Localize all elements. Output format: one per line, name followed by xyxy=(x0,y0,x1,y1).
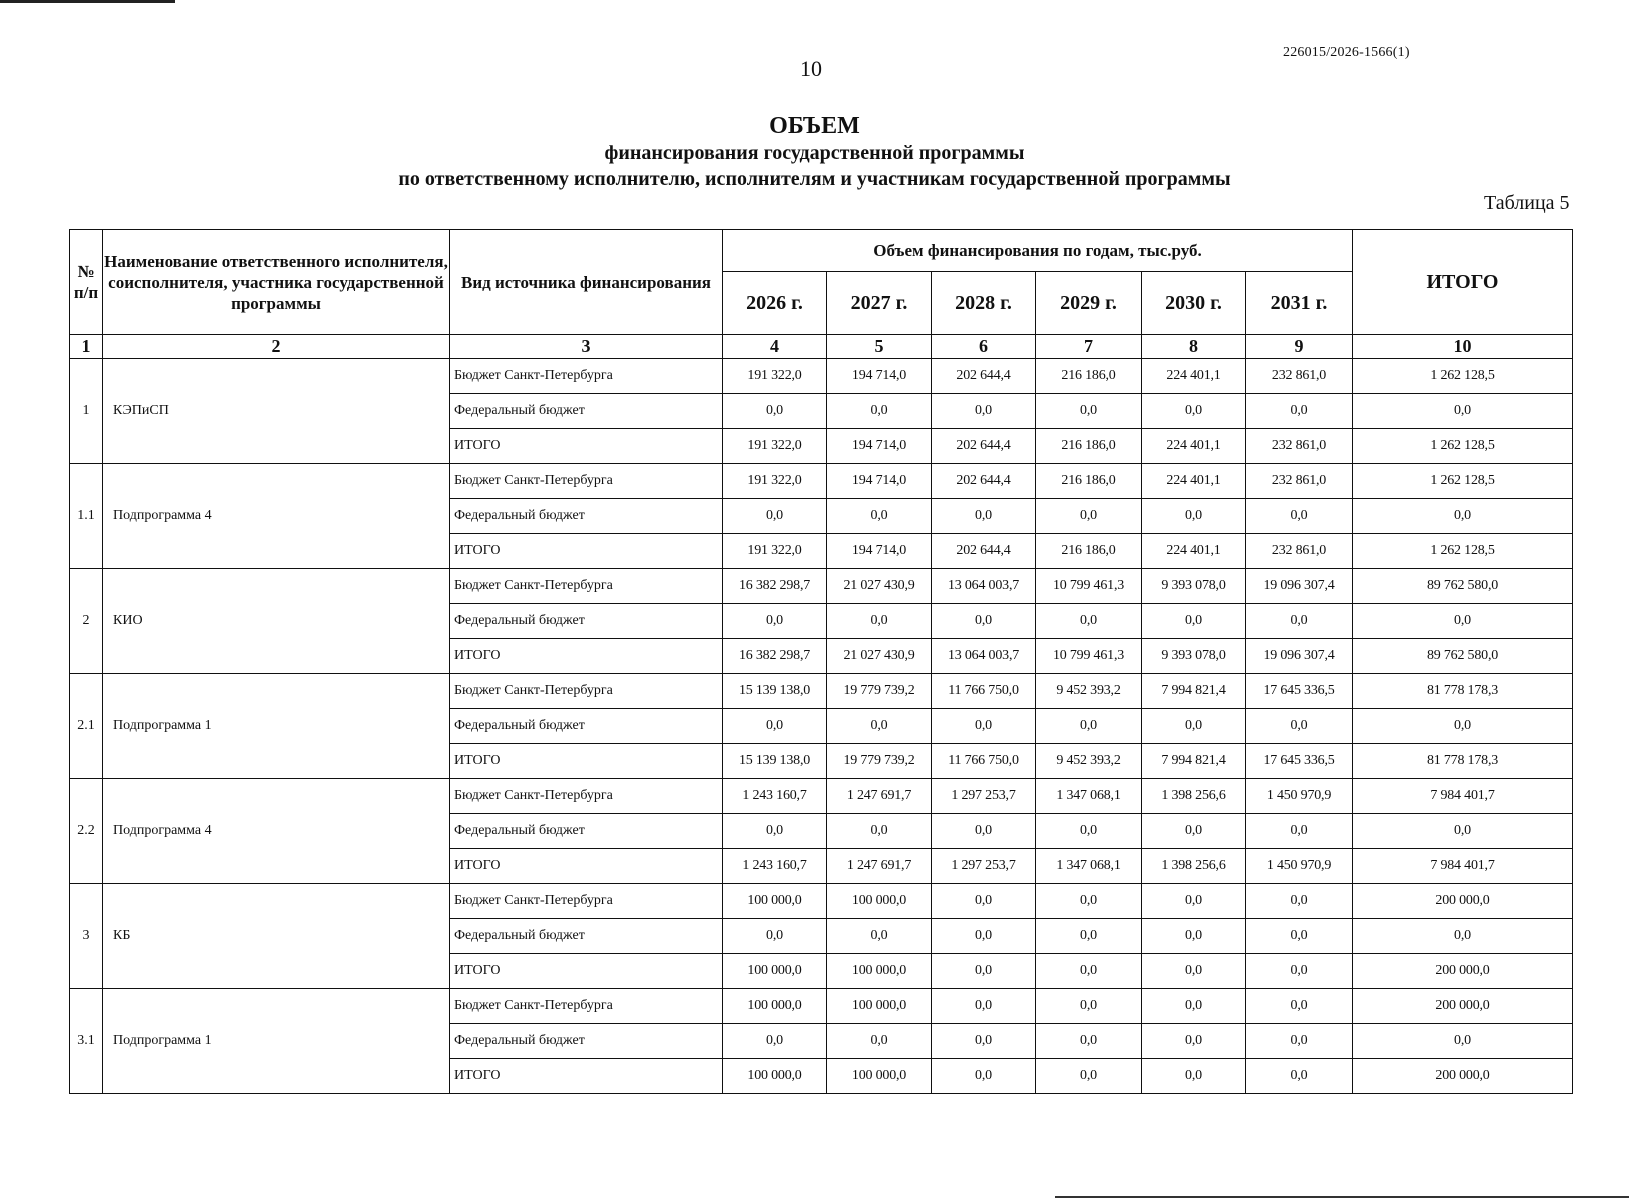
total-value: 81 778 178,3 xyxy=(1353,674,1573,709)
year-value: 0,0 xyxy=(723,814,827,849)
year-value: 0,0 xyxy=(1142,884,1246,919)
year-value: 100 000,0 xyxy=(723,1059,827,1094)
year-value: 0,0 xyxy=(1246,394,1353,429)
executor-name: Подпрограмма 4 xyxy=(103,464,450,569)
total-value: 0,0 xyxy=(1353,499,1573,534)
funding-source: Бюджет Санкт-Петербурга xyxy=(450,569,723,604)
row-number: 1 xyxy=(70,359,103,464)
document-subtitle-2: по ответственному исполнителю, исполнителям и участникам государственной программы xyxy=(398,168,1231,190)
funding-source: ИТОГО xyxy=(450,429,723,464)
funding-source: Федеральный бюджет xyxy=(450,814,723,849)
header-year: 2026 г. xyxy=(723,272,827,335)
funding-source: Бюджет Санкт-Петербурга xyxy=(450,989,723,1024)
year-value: 100 000,0 xyxy=(827,954,932,989)
header-year: 2027 г. xyxy=(827,272,932,335)
year-value: 19 779 739,2 xyxy=(827,674,932,709)
year-value: 0,0 xyxy=(827,709,932,744)
header-year: 2030 г. xyxy=(1142,272,1246,335)
year-value: 1 347 068,1 xyxy=(1036,849,1142,884)
year-value: 0,0 xyxy=(932,709,1036,744)
bottom-border-line xyxy=(1055,1196,1629,1198)
year-value: 10 799 461,3 xyxy=(1036,639,1142,674)
year-value: 17 645 336,5 xyxy=(1246,674,1353,709)
column-number: 4 xyxy=(723,335,827,359)
year-value: 0,0 xyxy=(932,989,1036,1024)
year-value: 0,0 xyxy=(827,394,932,429)
year-value: 232 861,0 xyxy=(1246,429,1353,464)
year-value: 11 766 750,0 xyxy=(932,674,1036,709)
executor-name: КБ xyxy=(103,884,450,989)
year-value: 0,0 xyxy=(1246,709,1353,744)
funding-source: Федеральный бюджет xyxy=(450,394,723,429)
year-value: 9 393 078,0 xyxy=(1142,639,1246,674)
year-value: 0,0 xyxy=(1142,814,1246,849)
year-value: 0,0 xyxy=(1036,919,1142,954)
row-number: 3 xyxy=(70,884,103,989)
year-value: 216 186,0 xyxy=(1036,429,1142,464)
table-body xyxy=(70,359,1573,1094)
total-value: 0,0 xyxy=(1353,814,1573,849)
year-value: 7 994 821,4 xyxy=(1142,744,1246,779)
year-value: 9 452 393,2 xyxy=(1036,744,1142,779)
document-code: 226015/2026-1566(1) xyxy=(1283,45,1410,60)
year-value: 0,0 xyxy=(1246,499,1353,534)
year-value: 0,0 xyxy=(932,919,1036,954)
funding-source: Бюджет Санкт-Петербурга xyxy=(450,779,723,814)
table-row xyxy=(70,569,1573,604)
year-value: 0,0 xyxy=(827,919,932,954)
total-value: 0,0 xyxy=(1353,394,1573,429)
year-value: 224 401,1 xyxy=(1142,429,1246,464)
year-value: 0,0 xyxy=(723,919,827,954)
funding-source: Федеральный бюджет xyxy=(450,1024,723,1059)
year-value: 191 322,0 xyxy=(723,429,827,464)
total-value: 0,0 xyxy=(1353,604,1573,639)
year-value: 0,0 xyxy=(1036,989,1142,1024)
year-value: 191 322,0 xyxy=(723,534,827,569)
year-value: 100 000,0 xyxy=(723,954,827,989)
year-value: 1 297 253,7 xyxy=(932,849,1036,884)
year-value: 17 645 336,5 xyxy=(1246,744,1353,779)
year-value: 19 096 307,4 xyxy=(1246,639,1353,674)
year-value: 0,0 xyxy=(1142,919,1246,954)
year-value: 1 347 068,1 xyxy=(1036,779,1142,814)
year-value: 0,0 xyxy=(723,394,827,429)
page-number: 10 xyxy=(800,56,822,81)
column-number: 6 xyxy=(932,335,1036,359)
table-row xyxy=(70,779,1573,814)
year-value: 100 000,0 xyxy=(723,989,827,1024)
table-label: Таблица 5 xyxy=(1484,192,1570,214)
funding-source: ИТОГО xyxy=(450,639,723,674)
financing-table xyxy=(69,229,1573,1094)
year-value: 0,0 xyxy=(932,884,1036,919)
year-value: 232 861,0 xyxy=(1246,464,1353,499)
year-value: 232 861,0 xyxy=(1246,534,1353,569)
total-value: 1 262 128,5 xyxy=(1353,429,1573,464)
column-number: 9 xyxy=(1246,335,1353,359)
total-value: 200 000,0 xyxy=(1353,954,1573,989)
year-value: 194 714,0 xyxy=(827,429,932,464)
total-value: 0,0 xyxy=(1353,709,1573,744)
year-value: 202 644,4 xyxy=(932,464,1036,499)
year-value: 1 297 253,7 xyxy=(932,779,1036,814)
year-value: 16 382 298,7 xyxy=(723,639,827,674)
year-value: 202 644,4 xyxy=(932,429,1036,464)
year-value: 194 714,0 xyxy=(827,464,932,499)
total-value: 89 762 580,0 xyxy=(1353,639,1573,674)
year-value: 191 322,0 xyxy=(723,359,827,394)
funding-source: ИТОГО xyxy=(450,849,723,884)
year-value: 0,0 xyxy=(723,604,827,639)
year-value: 0,0 xyxy=(932,394,1036,429)
total-value: 0,0 xyxy=(1353,1024,1573,1059)
header-year: 2029 г. xyxy=(1036,272,1142,335)
year-value: 191 322,0 xyxy=(723,464,827,499)
year-value: 11 766 750,0 xyxy=(932,744,1036,779)
year-value: 0,0 xyxy=(932,604,1036,639)
year-value: 0,0 xyxy=(1036,954,1142,989)
year-value: 0,0 xyxy=(1142,1024,1246,1059)
year-value: 216 186,0 xyxy=(1036,359,1142,394)
row-number: 2 xyxy=(70,569,103,674)
header-year: 2028 г. xyxy=(932,272,1036,335)
row-number: 2.1 xyxy=(70,674,103,779)
row-number: 1.1 xyxy=(70,464,103,569)
year-value: 1 450 970,9 xyxy=(1246,779,1353,814)
year-value: 0,0 xyxy=(1246,604,1353,639)
year-value: 0,0 xyxy=(827,814,932,849)
year-value: 15 139 138,0 xyxy=(723,674,827,709)
funding-source: Бюджет Санкт-Петербурга xyxy=(450,884,723,919)
total-value: 1 262 128,5 xyxy=(1353,359,1573,394)
year-value: 202 644,4 xyxy=(932,359,1036,394)
year-value: 16 382 298,7 xyxy=(723,569,827,604)
year-value: 1 243 160,7 xyxy=(723,849,827,884)
document-subtitle: финансирования государственной программы xyxy=(604,142,1025,164)
header-total: ИТОГО xyxy=(1353,230,1573,335)
year-value: 0,0 xyxy=(827,604,932,639)
year-value: 216 186,0 xyxy=(1036,534,1142,569)
funding-source: ИТОГО xyxy=(450,744,723,779)
year-value: 0,0 xyxy=(1036,709,1142,744)
year-value: 0,0 xyxy=(723,709,827,744)
year-value: 0,0 xyxy=(1246,1024,1353,1059)
funding-source: Бюджет Санкт-Петербурга xyxy=(450,359,723,394)
year-value: 224 401,1 xyxy=(1142,359,1246,394)
column-number: 3 xyxy=(450,335,723,359)
year-value: 0,0 xyxy=(1142,709,1246,744)
year-value: 100 000,0 xyxy=(827,989,932,1024)
year-value: 0,0 xyxy=(1036,814,1142,849)
funding-source: ИТОГО xyxy=(450,954,723,989)
column-number: 2 xyxy=(103,335,450,359)
year-value: 0,0 xyxy=(1036,394,1142,429)
executor-name: КИО xyxy=(103,569,450,674)
year-value: 216 186,0 xyxy=(1036,464,1142,499)
year-value: 0,0 xyxy=(932,814,1036,849)
row-number: 2.2 xyxy=(70,779,103,884)
year-value: 0,0 xyxy=(932,1059,1036,1094)
year-value: 194 714,0 xyxy=(827,359,932,394)
funding-source: Федеральный бюджет xyxy=(450,919,723,954)
year-value: 0,0 xyxy=(932,499,1036,534)
column-number: 5 xyxy=(827,335,932,359)
year-value: 1 247 691,7 xyxy=(827,849,932,884)
year-value: 0,0 xyxy=(723,499,827,534)
year-value: 0,0 xyxy=(1036,884,1142,919)
table-row xyxy=(70,884,1573,919)
funding-source: Бюджет Санкт-Петербурга xyxy=(450,464,723,499)
year-value: 100 000,0 xyxy=(723,884,827,919)
total-value: 1 262 128,5 xyxy=(1353,534,1573,569)
year-value: 224 401,1 xyxy=(1142,534,1246,569)
year-value: 1 398 256,6 xyxy=(1142,849,1246,884)
header-source: Вид источника финансирования xyxy=(450,230,723,335)
funding-source: ИТОГО xyxy=(450,534,723,569)
table-row xyxy=(70,989,1573,1024)
table-row xyxy=(70,464,1573,499)
header-years-group: Объем финансирования по годам, тыс.руб. xyxy=(723,230,1353,272)
column-number: 8 xyxy=(1142,335,1246,359)
year-value: 10 799 461,3 xyxy=(1036,569,1142,604)
year-value: 0,0 xyxy=(1142,604,1246,639)
year-value: 0,0 xyxy=(827,1024,932,1059)
header-name: Наименование ответственного исполнителя, соисполнителя, участника государственной программы xyxy=(103,230,450,335)
total-value: 81 778 178,3 xyxy=(1353,744,1573,779)
executor-name: Подпрограмма 1 xyxy=(103,674,450,779)
year-value: 0,0 xyxy=(723,1024,827,1059)
table-row xyxy=(70,674,1573,709)
table-row xyxy=(70,359,1573,394)
year-value: 232 861,0 xyxy=(1246,359,1353,394)
year-value: 13 064 003,7 xyxy=(932,639,1036,674)
year-value: 19 096 307,4 xyxy=(1246,569,1353,604)
total-value: 200 000,0 xyxy=(1353,884,1573,919)
year-value: 0,0 xyxy=(1246,989,1353,1024)
funding-source: Федеральный бюджет xyxy=(450,604,723,639)
year-value: 0,0 xyxy=(1142,499,1246,534)
year-value: 0,0 xyxy=(1246,1059,1353,1094)
year-value: 0,0 xyxy=(932,954,1036,989)
year-value: 194 714,0 xyxy=(827,534,932,569)
total-value: 1 262 128,5 xyxy=(1353,464,1573,499)
year-value: 0,0 xyxy=(1142,989,1246,1024)
column-number: 7 xyxy=(1036,335,1142,359)
executor-name: КЭПиСП xyxy=(103,359,450,464)
year-value: 0,0 xyxy=(1246,884,1353,919)
year-value: 1 450 970,9 xyxy=(1246,849,1353,884)
year-value: 0,0 xyxy=(1036,1059,1142,1094)
funding-source: Федеральный бюджет xyxy=(450,499,723,534)
year-value: 7 994 821,4 xyxy=(1142,674,1246,709)
column-number: 1 xyxy=(70,335,103,359)
year-value: 0,0 xyxy=(1246,919,1353,954)
year-value: 1 398 256,6 xyxy=(1142,779,1246,814)
year-value: 0,0 xyxy=(1246,814,1353,849)
year-value: 202 644,4 xyxy=(932,534,1036,569)
year-value: 0,0 xyxy=(1142,954,1246,989)
column-number: 10 xyxy=(1353,335,1573,359)
year-value: 19 779 739,2 xyxy=(827,744,932,779)
total-value: 7 984 401,7 xyxy=(1353,849,1573,884)
funding-source: Бюджет Санкт-Петербурга xyxy=(450,674,723,709)
header-num: № п/п xyxy=(70,230,103,335)
total-value: 0,0 xyxy=(1353,919,1573,954)
year-value: 0,0 xyxy=(1036,1024,1142,1059)
header-year: 2031 г. xyxy=(1246,272,1353,335)
row-number: 3.1 xyxy=(70,989,103,1094)
executor-name: Подпрограмма 4 xyxy=(103,779,450,884)
funding-source: ИТОГО xyxy=(450,1059,723,1094)
year-value: 1 247 691,7 xyxy=(827,779,932,814)
year-value: 224 401,1 xyxy=(1142,464,1246,499)
document-title: ОБЪЕМ xyxy=(769,113,860,139)
year-value: 21 027 430,9 xyxy=(827,569,932,604)
year-value: 0,0 xyxy=(1246,954,1353,989)
year-value: 21 027 430,9 xyxy=(827,639,932,674)
year-value: 100 000,0 xyxy=(827,1059,932,1094)
year-value: 100 000,0 xyxy=(827,884,932,919)
year-value: 0,0 xyxy=(1142,1059,1246,1094)
year-value: 0,0 xyxy=(1142,394,1246,429)
year-value: 0,0 xyxy=(827,499,932,534)
top-border-line xyxy=(0,0,175,3)
year-value: 13 064 003,7 xyxy=(932,569,1036,604)
executor-name: Подпрограмма 1 xyxy=(103,989,450,1094)
year-value: 9 393 078,0 xyxy=(1142,569,1246,604)
total-value: 7 984 401,7 xyxy=(1353,779,1573,814)
total-value: 89 762 580,0 xyxy=(1353,569,1573,604)
funding-source: Федеральный бюджет xyxy=(450,709,723,744)
year-value: 0,0 xyxy=(932,1024,1036,1059)
total-value: 200 000,0 xyxy=(1353,989,1573,1024)
year-value: 0,0 xyxy=(1036,604,1142,639)
year-value: 9 452 393,2 xyxy=(1036,674,1142,709)
total-value: 200 000,0 xyxy=(1353,1059,1573,1094)
year-value: 1 243 160,7 xyxy=(723,779,827,814)
year-value: 15 139 138,0 xyxy=(723,744,827,779)
year-value: 0,0 xyxy=(1036,499,1142,534)
